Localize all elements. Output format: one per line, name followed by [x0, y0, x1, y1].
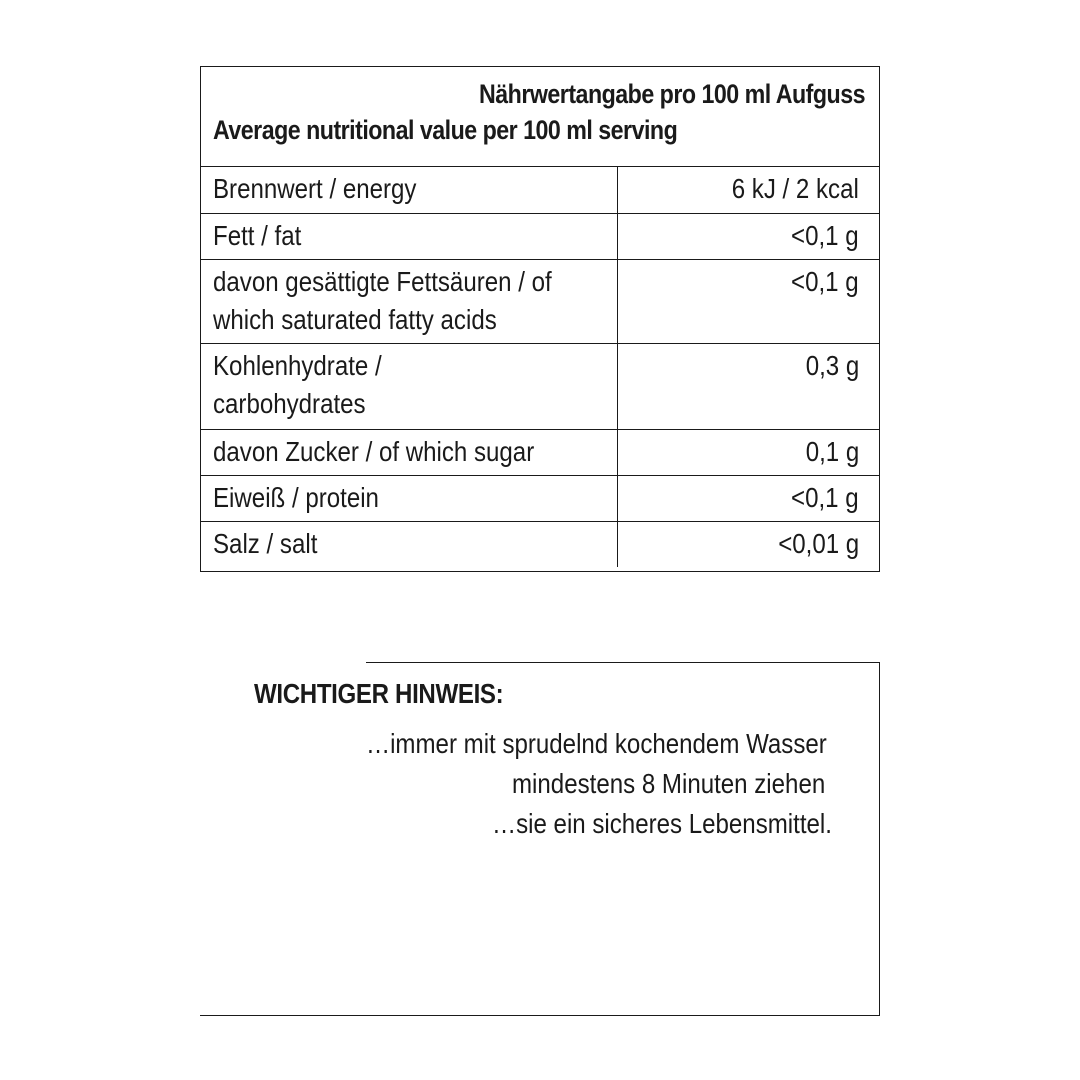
- table-row: [201, 167, 879, 213]
- notice-line-3: …sie ein sicheres Lebensmittel.: [492, 808, 832, 839]
- row-label: Kohlenhydrate / carbohydrates: [213, 349, 382, 419]
- nutrition-table-header: [201, 67, 879, 167]
- row-value: <0,1 g: [791, 219, 859, 251]
- notice-box: [200, 662, 880, 1016]
- row-label: Brennwert / energy: [213, 173, 417, 204]
- notice-title: WICHTIGER HINWEIS:: [254, 678, 504, 709]
- row-value: <0,01 g: [777, 527, 859, 559]
- row-label: davon Zucker / of which sugar: [213, 435, 535, 467]
- row-value: 6 kJ / 2 kcal: [731, 173, 859, 204]
- nutrition-rows: [201, 167, 879, 567]
- table-row: [201, 429, 879, 475]
- row-label: davon gesättigte Fettsäuren / of which saturated fatty acids: [213, 265, 552, 335]
- row-value: 0,1 g: [805, 435, 859, 467]
- notice-line-2: mindestens 8 Minuten ziehen: [512, 768, 826, 799]
- notice-top-border: [366, 662, 879, 663]
- row-value: 0,3 g: [805, 349, 859, 381]
- heading-english: Average nutritional value per 100 ml serving: [213, 115, 678, 145]
- heading-german: Nährwertangabe pro 100 ml Aufguss: [479, 79, 865, 109]
- table-row: [201, 475, 879, 521]
- table-row: [201, 259, 879, 343]
- row-label: Salz / salt: [213, 527, 318, 559]
- table-row: [201, 521, 879, 567]
- row-label: Fett / fat: [213, 219, 302, 251]
- notice-line-1: …immer mit sprudelnd kochendem Wasser: [366, 728, 827, 759]
- row-value: <0,1 g: [791, 481, 859, 513]
- nutrition-table: [200, 66, 880, 572]
- table-row: [201, 213, 879, 259]
- row-label: Eiweiß / protein: [213, 481, 379, 513]
- table-row: [201, 343, 879, 429]
- row-value: <0,1 g: [791, 265, 859, 297]
